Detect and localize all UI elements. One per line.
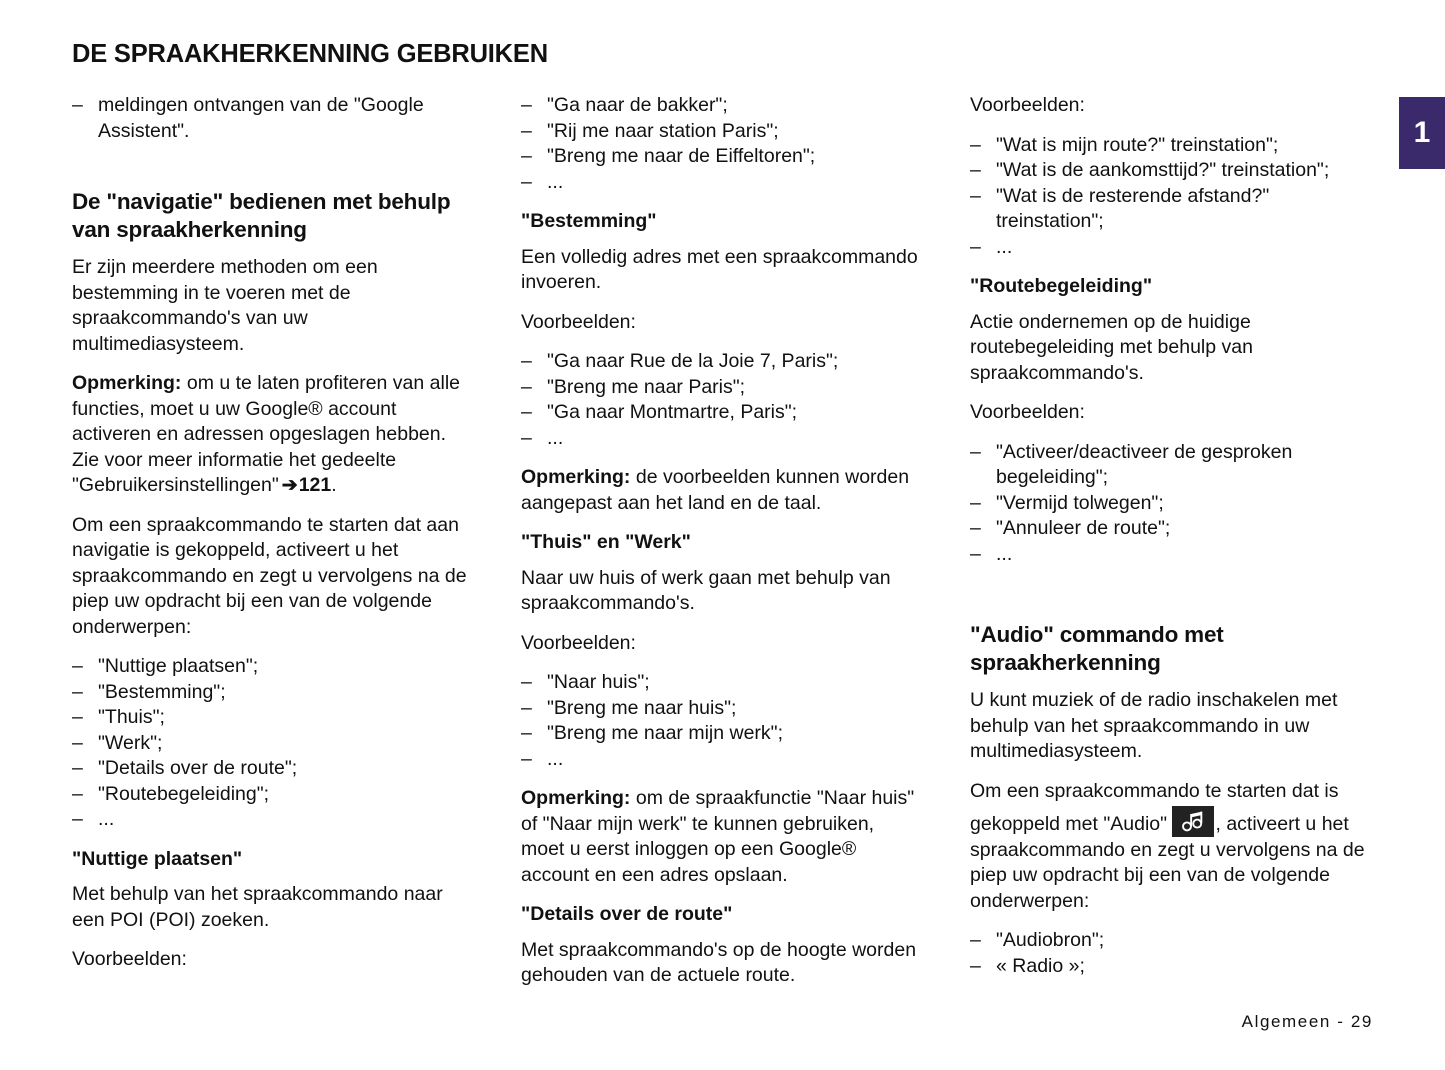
thuis-examples-list [521,670,921,772]
column-3 [970,93,1370,1003]
label-voorbeelden: Voorbeelden: [521,310,636,333]
list-item: – "Wat is de resterende afstand?" treinstation"; [970,184,1370,235]
note-label: Opmerking: [521,466,631,488]
list-item: – ... [521,747,921,773]
list-item: – "Details over de route"; [72,756,472,782]
audio-topics-list [970,928,1370,979]
list-item: – "Ga naar de bakker"; [521,93,921,119]
list-item: – ... [970,542,1370,568]
paragraph-starten: Om een spraakcommando te starten dat aan navigatie is gekoppeld, activeert u het spraakcommando en zegt u vervolgens na de piep uw opdracht bij een van de volgende onderwerpen: [72,513,467,638]
heading-thuis-werk: "Thuis" en "Werk" [521,531,691,553]
page-title: DE SPRAAKHERKENNING GEBRUIKEN [72,40,548,68]
paragraph-thuis-werk: Naar uw huis of werk gaan met behulp van spraakcommando's. [521,566,891,614]
list-item: – "Breng me naar mijn werk"; [521,721,921,747]
page-footer: Algemeen - 29 [1241,1012,1373,1031]
list-item: – "Thuis"; [72,705,472,731]
note-period: . [331,474,337,496]
list-item: – "Wat is de aankomsttijd?" treinstation"; [970,158,1370,184]
audio-text-before: Om een spraakcommando te starten dat is gekoppeld met "Audio" [970,779,1339,835]
label-voorbeelden: Voorbeelden: [970,401,1085,423]
list-item: – "Breng me naar Paris"; [521,375,921,401]
paragraph-bestemming: Een volledig adres met een spraakcommando invoeren. [521,245,918,293]
list-item: – ... [521,170,921,196]
list-item: – « Radio »; [970,954,1370,980]
list-item: – "Nuttige plaatsen"; [72,654,472,680]
topics-list [72,654,472,833]
label-voorbeelden: Voorbeelden: [521,631,636,654]
cross-reference-arrow-icon: ➔ [281,475,298,496]
intro-list [72,93,472,144]
list-item: – ... [521,426,921,452]
paragraph-methoden: Er zijn meerdere methoden om een bestemming in te voeren met de spraakcommando's van uw multimediasysteem. [72,256,378,355]
poi-examples-list [521,93,921,195]
list-item: – ... [72,807,472,833]
heading-details-route: "Details over de route" [521,903,733,925]
spacer [970,581,1370,599]
column-1 [72,93,472,1003]
audio-text-after: , activeert u het spraakcommando en zegt u vervolgens na de piep uw opdracht bij een van de volgende onderwerpen: [970,813,1365,912]
cross-reference-page[interactable]: 121 [298,474,332,496]
note-text: de voorbeelden kunnen worden aangepast aan het land en de taal. [521,466,910,514]
list-item: – "Rij me naar station Paris"; [521,119,921,145]
list-item: – "Audiobron"; [970,928,1370,954]
heading-audio-commando: "Audio" commando met spraakherkenning [970,622,1224,675]
music-note-icon [1172,806,1214,837]
chapter-tab: 1 [1399,97,1445,169]
note-voorbeelden-taal [521,465,921,516]
heading-nuttige-plaatsen: "Nuttige plaatsen" [72,847,243,870]
note-text: om u te laten profiteren van alle functies, moet u uw Google® account activeren en adressen opgeslagen hebben. Zie voor meer informatie het gedeelte "Gebruikersinstellingen" [72,372,461,496]
paragraph-audio-intro: U kunt muziek of de radio inschakelen met behulp van het spraakcommando in uw multimediasysteem. [970,689,1338,762]
heading-navigatie: De "navigatie" bedienen met behulp van spraakherkenning [72,189,451,242]
label-voorbeelden: Voorbeelden: [970,94,1085,116]
list-item: – "Activeer/deactiveer de gesproken begeleiding"; [970,440,1370,491]
list-item: – meldingen ontvangen van de "Google Assistent". [72,93,472,144]
note-google-account [72,371,472,499]
routebegeleiding-examples-list [970,440,1370,568]
column-2 [521,93,921,1003]
note-naar-huis-werk [521,786,921,888]
list-item: – "Ga naar Montmartre, Paris"; [521,400,921,426]
list-item: – "Bestemming"; [72,680,472,706]
paragraph-nuttige-plaatsen: Met behulp van het spraakcommando naar een POI (POI) zoeken. [72,883,443,931]
spacer [72,158,472,166]
list-item: – "Werk"; [72,731,472,757]
list-item: – "Naar huis"; [521,670,921,696]
list-item: – ... [970,235,1370,261]
paragraph-routebegeleiding: Actie ondernemen op de huidige routebegeleiding met behulp van spraakcommando's. [970,310,1253,384]
note-label: Opmerking: [72,372,182,394]
column-container [72,93,1372,1003]
heading-routebegeleiding: "Routebegeleiding" [970,275,1153,297]
label-voorbeelden: Voorbeelden: [72,948,187,970]
heading-bestemming: "Bestemming" [521,210,657,232]
list-item: – "Annuleer de route"; [970,516,1370,542]
paragraph-audio-starten [970,779,1370,915]
list-item: – "Ga naar Rue de la Joie 7, Paris"; [521,349,921,375]
note-text: om de spraakfunctie "Naar huis" of "Naar mijn werk" te kunnen gebruiken, moet u eerst inloggen op een Google® account en een adres opslaan. [521,787,915,886]
list-item: – "Breng me naar huis"; [521,696,921,722]
paragraph-details-route: Met spraakcommando's op de hoogte worden gehouden van de actuele route. [521,938,917,986]
details-examples-list [970,133,1370,261]
list-item: – "Routebegeleiding"; [72,782,472,808]
list-item: – "Breng me naar de Eiffeltoren"; [521,144,921,170]
list-item: – "Vermijd tolwegen"; [970,491,1370,517]
list-item: – "Wat is mijn route?" treinstation"; [970,133,1370,159]
note-label: Opmerking: [521,787,631,809]
bestemming-examples-list [521,349,921,451]
